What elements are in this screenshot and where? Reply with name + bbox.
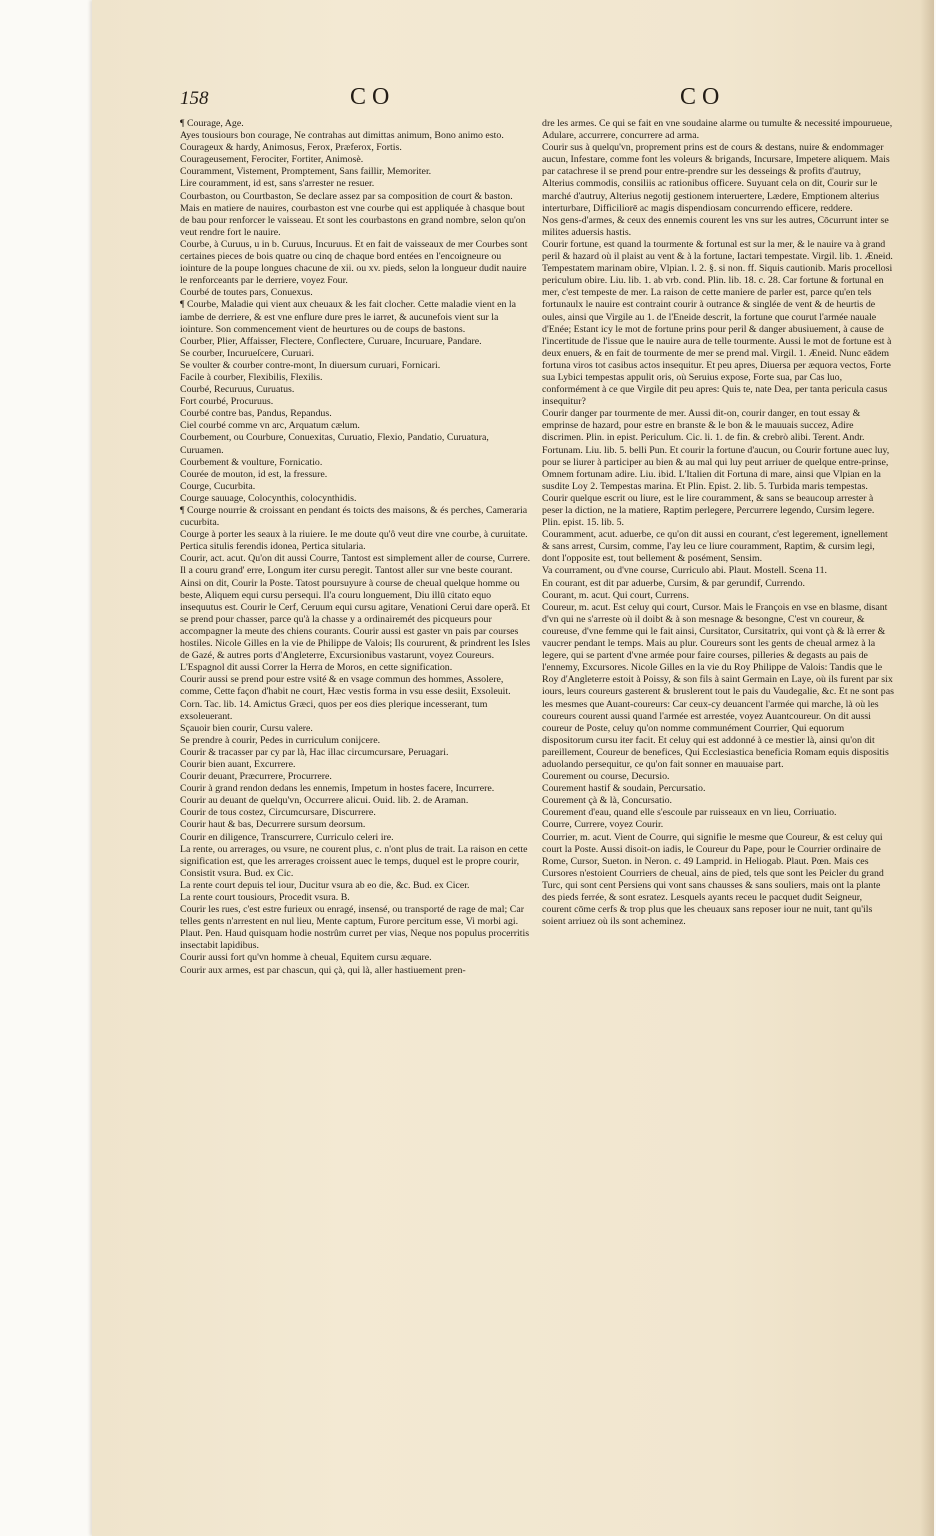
- dictionary-entry: Courge à porter les seaux à la riuiere. Ie me doute qu'ô veut dire vne courbe, à curuitate. Pertica situlis ferendis idonea, Pertica sitularia.: [180, 529, 528, 553]
- dictionary-entry: Courir de tous costez, Circumcursare, Discurrere.: [180, 807, 376, 819]
- dictionary-entry: Couramment, Vistement, Promptement, Sans faillir, Memoriter.: [180, 166, 432, 178]
- dictionary-entry: dre les armes. Ce qui se fait en vne soudaine alarme ou tumulte & necessité impourueue, Adulare, accurrere, concurrere ad arma.: [542, 118, 893, 142]
- running-header: [180, 84, 900, 118]
- dictionary-entry: Courir les rues, c'est estre furieux ou enragé, insensé, ou transporté de rage de mal; Car telles gents n'arrestent en nul lieu, Mente captum, Furore percitum esse, Vi morbi agi. Plaut. Pen. Haud quisquam hodie nostrûm curret per vias, Neque nos populus procerritis insectabit lapidibus.: [180, 904, 530, 952]
- dictionary-entry: ¶ Courage, Age.: [180, 118, 244, 129]
- dictionary-entry: Courbé contre bas, Pandus, Repandus.: [180, 408, 332, 420]
- dictionary-entry: Va courrament, ou d'vne course, Curriculo abi. Plaut. Mostell. Scena 11.: [542, 565, 827, 577]
- dictionary-entry: Courir aux armes, est par chascun, qui çà, qui là, aller hastiuement pren-: [180, 964, 466, 976]
- right-running-head: CO: [680, 84, 726, 110]
- dictionary-entry: Sçauoir bien courir, Cursu valere.: [180, 722, 313, 734]
- dictionary-entry: Nos gens-d'armes, & ceux des ennemis courent les vns sur les autres, Cōcurrunt inter se milites aduersis hastis.: [542, 214, 889, 238]
- dictionary-entry: En courant, est dit par aduerbe, Cursim, & par gerundif, Currendo.: [542, 577, 805, 589]
- dictionary-entry: Courbe, à Curuus, u in b. Curuus, Incuruus. Et en fait de vaisseaux de mer Courbes sont certaines pieces de bois quatre ou cinq de chaque bord entées en l'encoigneure ou iointure de la poupe longues chacune de xii. ou xv. pieds, selon la longueur dudit nauire le renforceants par le derriere, voyez Four.: [180, 238, 528, 287]
- dictionary-entry: La rente, ou arrerages, ou vsure, ne courent plus, c. n'ont plus de trait. La raison en cette signification est, que les arrerages croissent auec le temps, duquel est le propre courir, Consistit vsura. Bud. ex Cic.: [180, 843, 528, 879]
- dictionary-entry: Courbement, ou Courbure, Conuexitas, Curuatio, Flexio, Pandatio, Curuatura, Curuamen.: [180, 432, 489, 456]
- dictionary-entry: Courge, Cucurbita.: [180, 480, 256, 492]
- left-column: [180, 118, 532, 977]
- dictionary-entry: Courbement & voulture, Fornicatio.: [180, 456, 323, 468]
- page-number: 158: [180, 88, 209, 109]
- dictionary-entry: Courir quelque escrit ou liure, est le lire couramment, & sans se beaucoup arrester à peser la diction, ne la matiere, Raptim perlegere, Percurrere legendo, Cursim legere. Plin. epist. 15. lib. 5.: [542, 492, 875, 529]
- dictionary-entry: Courir à grand rendon dedans les ennemis, Impetum in hostes facere, Incurrere.: [180, 783, 495, 795]
- dictionary-entry: La rente court tousiours, Procedit vsura. B.: [180, 892, 350, 903]
- dictionary-entry: Courber, Plier, Affaisser, Flectere, Conflectere, Curuare, Incuruare, Pandare.: [180, 335, 482, 347]
- dictionary-entry: Se prendre à courir, Pedes in curriculum conijcere.: [180, 734, 381, 746]
- dictionary-entry: Courée de mouton, id est, la fressure.: [180, 468, 328, 480]
- dictionary-entry: Courge sauuage, Colocynthis, colocynthidis.: [180, 492, 357, 504]
- dictionary-entry: ¶ Courbe, Maladie qui vient aux cheuaux & les fait clocher. Cette maladie vient en la iambe de derriere, & est vne enflure dure pres le iarret, & aucunefois vient sur la iointure. Son commencement vient de heurtures ou de coups de bastons.: [180, 299, 516, 335]
- dictionary-entry: Courir bien auant, Excurrere.: [180, 758, 296, 770]
- dictionary-entry: Courir danger par tourmente de mer. Aussi dit-on, courir danger, en tout essay & emprinse de hazard, pour estre en branste & le bon & le mauuais succez, Adire discrimen. Plin. in epist. Periculum. Cic. li. 1. de fin. & crebrò alibi. Terent. Andr. Fortunam. Liu. lib. 5. belli Pun. Et courir la fortune d'aucun, ou Courir fortune auec luy, pour se liurer à participer au bien & au mal qui luy peut arriuer de quelque entre-prinse, Omnem fortunam adire. Liu. ibid. L'Italien dit Fortuna di mare, ainsi que Vlpian en la susdite Loy 2. Tempestas marina. Et Plin. Epist. 2. lib. 5. Turbida maris tempestas.: [542, 408, 890, 492]
- dictionary-entry: Courement çà & là, Concursatio.: [542, 795, 672, 807]
- dictionary-entry: Courir en diligence, Transcurrere, Curriculo celeri ire.: [180, 831, 394, 843]
- dictionary-entry: Courir haut & bas, Decurrere sursum deorsum.: [180, 819, 366, 831]
- dictionary-entry: Ciel courbé comme vn arc, Arquatum cælum.: [180, 420, 360, 432]
- dictionary-entry: Couramment, acut. aduerbe, ce qu'on dit aussi en courant, c'est legerement, ignellement & sans arrest, Cursim, comme, I'ay leu ce liure couramment, Raptim, & cursim legi, dont l'opposite est, tout bellement & posément, Sensim.: [542, 529, 888, 565]
- dictionary-entry: Se courber, Incurueſcere, Curuari.: [180, 347, 314, 359]
- dictionary-entry: Courbé de toutes pars, Conuexus.: [180, 287, 313, 299]
- dictionary-entry: Courre, Currere, voyez Courir.: [542, 819, 664, 831]
- left-running-head: CO: [350, 84, 396, 110]
- dictionary-entry: La rente court depuis tel iour, Ducitur vsura ab eo die, &c. Bud. ex Cicer.: [180, 879, 470, 891]
- dictionary-entry: Courrier, m. acut. Vient de Courre, qui signifie le mesme que Coureur, & est celuy qui court la Poste. Aussi disoit-on iadis, le Coureur du Pape, pour le Courrier ordinaire de Rome, Cursor, Sueton. in Neron. c. 49 Lamprid. in Heliogab. Plaut. Pœn. Mais ces Cursores n'estoient Courriers de cheual, ains de pied, tels que sont les Peicler du grand Turc, qui sont cent Persiens qui vont sans chausses & sans souliers, mais ont la plante des pieds ferrée, & sont esratez. Lesquels ayants receu le pacquet dudit Seigneur, courent cōme cerfs & trop plus que les cheuaux sans reposer iour ne nuit, tant qu'ils soient arriuez où ils sont acheminez.: [542, 831, 884, 928]
- dictionary-entry: Courant, m. acut. Qui court, Currens.: [542, 589, 689, 601]
- dictionary-entry: Courbé, Recuruus, Curuatus.: [180, 384, 295, 396]
- dictionary-entry: Courir au deuant de quelqu'vn, Occurrere alicui. Ouid. lib. 2. de Araman.: [180, 795, 469, 807]
- dictionary-entry: Fort courbé, Procuruus.: [180, 396, 274, 408]
- dictionary-entry: Courir aussi se prend pour estre vsité & en vsage commun des hommes, Assolere, comme, Cette façon d'habit ne court, Hæc vestis forma in vsu esse desiit, Exsoleuit. Corn. Tac. lib. 14. Amictus Græci, quos per eos dies plerique incesserant, tum exsoleuerant.: [180, 674, 511, 722]
- dictionary-entry: Courir fortune, est quand la tourmente & fortunal est sur la mer, & le nauire va à grand peril & hazard où il plaist au vent & à la fortune, Iactari tempestate. Virgil. lib. 1. Æneid. Tempestatem marinam obire, Vlpian. l. 2. §. si non. ff. Siquis cautionib. Maris procellosi periculum obire. Liu. lib. 1. ab vrb. cond. Plin. lib. 18. c. 28. Car fortune & fortunal en mer, c'est tempeste de mer. La raison de cette maniere de parler est, parce qu'en tels fortunaulx le nauire est contraint courir à outrance & singlée de vent & de heurtis de oules, ainsi que Virgile au 1. de l'Eneide descrit, la fortune que courut l'armée nauale d'Enée; Estant icy le mot de fortune prins pour peril & danger abusiuement, à cause de l'incertitude de l'issue que le nauire aura de telle tourmente. Aussi le mot de fortune est à deux enuers, & en fait de tourmente de mer se prend mal. Virgil. 1. Æneid. Nunc eādem fortuna viros tot casibus actos insequitur. Et peu apres, Diuersa per æquora vectos, Forte sua Lybici tempestas appulit oris, où Seruius expose, Forte sua, par Cas luo, conformément à ce que Virgile dit peu apres: Quis te, nate Dea, per tanta pericula casus insequitur?: [542, 238, 893, 408]
- dictionary-entry: Courageux & hardy, Animosus, Ferox, Præferox, Fortis.: [180, 142, 402, 154]
- dictionary-entry: Courement hastif & soudain, Percursatio.: [542, 783, 706, 795]
- dictionary-entry: Courement d'eau, quand elle s'escoule par ruisseaux en vn lieu, Corriuatio.: [542, 807, 837, 819]
- dictionary-entry: Courir aussi fort qu'vn homme à cheual, Equitem cursu æquare.: [180, 952, 432, 964]
- dictionary-entry: Ayes tousiours bon courage, Ne contrahas aut dimittas animum, Bono animo esto.: [180, 130, 504, 142]
- right-column: [542, 118, 894, 928]
- dictionary-entry: Courir, act. acut. Qu'on dit aussi Courre, Tantost est simplement aller de course, Currere. Il a couru grand' erre, Longum iter cursu peregit. Tantost aller sur vne beste courant. Ainsi on dit, Courir la Poste. Tatost poursuyure à course de cheual quelque homme ou beste, Aliquem equi cursu persequi. Il'a couru longuement, Diu illū citato equo insequutus est. Courir le Cerf, Ceruum equi cursu agitare, Venationi Cerui dare operã. Et se prend pour chasser, parce qu'à la chasse y a ordinairemét des picqueurs pour accompagner la meute des chiens courants. Courir aussi est gaster vn pais par courses hostiles. Nicole Gilles en la vie de Philippe de Valois; Ils coururent, & prindrent les Isles de Gazé, & autres ports d'Angleterre, Excursionibus vastarunt, voyez Coureurs. L'Espagnol dit aussi Correr la Herra de Moros, en cette signification.: [180, 553, 531, 674]
- dictionary-entry: Courir deuant, Præcurrere, Procurrere.: [180, 771, 332, 783]
- dictionary-entry: Courir sus à quelqu'vn, proprement prins est de cours & destans, nuire & endommager aucun, Infestare, comme font les voleurs & brigands, Incursare, Impetere aliquem. Mais par catachrese il se prend pour entre-prendre sur les desseings & profits d'autruy, Alterius commodis, consiliis ac rationibus officere. Suyuant cela on dit, Courir sur le marché d'autruy, Alterius negotij gestionem interuertere, Lædere, Emptionem alterius interturbare, Difficiliorē ac magis dispendiosam concurrendo efficere, reddere.: [542, 142, 890, 214]
- dictionary-entry: Courir & tracasser par cy par là, Hac illac circumcursare, Peruagari.: [180, 746, 449, 758]
- dictionary-entry: Courbaston, ou Courtbaston, Se declare assez par sa composition de court & baston. Mais en matiere de nauires, courbaston est vne courbe qui est appliquée à chasque bout de bau pour renforcer le vaisseau. Et sont les courbastons en grand nombre, selon qu'on veut rendre fort le nauire.: [180, 190, 526, 238]
- dictionary-entry: Facile à courber, Flexibilis, Flexilis.: [180, 371, 323, 383]
- dictionary-entry: Lire couramment, id est, sans s'arrester ne resuer.: [180, 178, 375, 190]
- dictionary-entry: Se voulter & courber contre-mont, In diuersum curuari, Fornicari.: [180, 359, 441, 371]
- dictionary-entry: Courement ou course, Decursio.: [542, 771, 670, 783]
- dictionary-entry: Coureur, m. acut. Est celuy qui court, Cursor. Mais le François en vse en blasme, disant d'vn qui ne s'arreste où il doibt & à son mesnage & besongne, C'est vn coureur, & coureuse, d'vne femme qui le fait ainsi, Cursitator, Cursitatrix, qui vont çà & là errer & vaucrer pendant le temps. Mais au plur. Coureurs sont les gents de cheual armez à la legere, qui se partent d'vne armée pour faire courses, pilleries & degasts au pais de l'ennemy, Excursores. Nicole Gilles en la vie du Roy Philippe de Valois: Tandis que le Roy d'Angleterre estoit à Poissy, & son fils à saint Germain en Laye, où ils furent par six iours, leurs coureurs gasterent & bruslerent tout le pais du Vaudegalie, &c. Et ne sont pas les mesmes que Auant-coureurs: Car ceux-cy deuancent l'armée qui marche, là où les coureurs courent aussi quand l'armée est arrestée, voyez Auantcoureur. On dit aussi coureur de Poste, celuy qu'on nomme communément Courrier, Qui equorum dispositorum cursu iter facit. Et celuy qui est addonné à ce mestier là, ainsi qu'on dit pareillement, Coureur de benefices, Qui Ecclesiastica beneficia Romam equis dispositis aduolando persequitur, ce qu'on fait sonner en mauuaise part.: [542, 601, 894, 770]
- page-edge-shadow: [920, 0, 934, 1536]
- dictionary-entry: Courageusement, Ferociter, Fortiter, Animosè.: [180, 154, 364, 166]
- dictionary-entry: ¶ Courge nourrie & croissant en pendant és toicts des maisons, & és perches, Cameraria cucurbita.: [180, 505, 528, 529]
